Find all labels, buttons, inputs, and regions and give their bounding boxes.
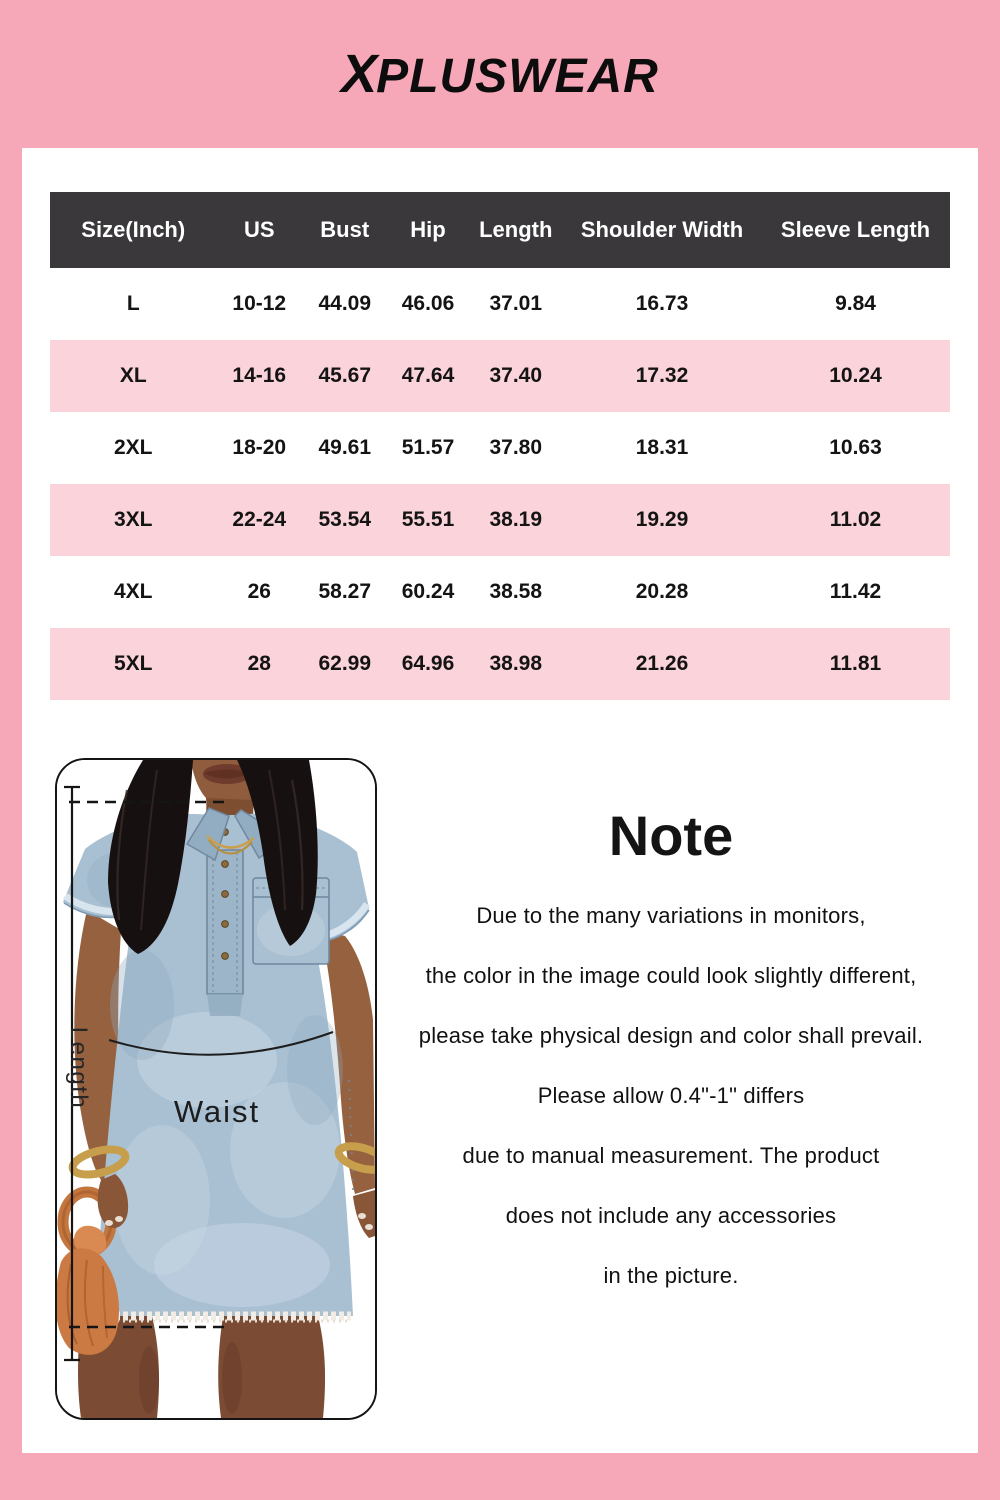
column-header-length: Length	[479, 217, 553, 242]
brand-header	[0, 0, 1000, 148]
cell-bust: 62.99	[318, 652, 372, 675]
table-row-4xl	[50, 556, 950, 628]
note-line: Due to the many variations in monitors,	[476, 903, 866, 928]
size-table	[50, 192, 950, 700]
content-card	[22, 148, 978, 1453]
cell-size: 2XL	[113, 436, 153, 459]
note-line: please take physical design and color shall prevail.	[418, 1023, 924, 1048]
cell-length: 37.01	[489, 292, 543, 315]
table-row-l	[50, 268, 950, 340]
cell-hip: 55.51	[401, 508, 455, 531]
cell-shoulder: 18.31	[635, 436, 689, 459]
cell-hip: 51.57	[401, 436, 455, 459]
cell-length: 38.98	[489, 652, 543, 675]
cell-length: 37.40	[489, 364, 543, 387]
brand-logo-text: PLUSWEAR	[376, 50, 659, 103]
cell-sleeve: 9.84	[835, 292, 876, 315]
note-line: does not include any accessories	[505, 1203, 837, 1228]
model-illustration	[57, 760, 375, 1418]
cell-sleeve: 11.81	[829, 652, 882, 675]
cell-bust: 44.09	[318, 292, 372, 315]
cell-shoulder: 16.73	[635, 292, 689, 315]
cell-shoulder: 20.28	[635, 580, 689, 603]
note-title: Note	[608, 804, 734, 867]
cell-sleeve: 10.63	[829, 436, 882, 459]
cell-bust: 45.67	[318, 364, 372, 387]
column-header-size: Size(Inch)	[81, 217, 186, 242]
cell-shoulder: 19.29	[635, 508, 689, 531]
cell-size: L	[126, 292, 140, 315]
cell-hip: 46.06	[401, 292, 455, 315]
cell-hip: 60.24	[401, 580, 455, 603]
product-measurement-figure	[55, 758, 377, 1420]
cell-size: 3XL	[113, 508, 153, 531]
note-line: the color in the image could look slightly different,	[425, 963, 917, 988]
column-header-us: US	[243, 217, 275, 242]
table-row-3xl	[50, 484, 950, 556]
note-line: Please allow 0.4"-1" differs	[537, 1083, 805, 1108]
table-header-row	[50, 192, 950, 268]
cell-us: 28	[247, 652, 271, 675]
brand-logo-x: X	[341, 44, 379, 104]
cell-us: 14-16	[232, 364, 287, 387]
cell-us: 26	[247, 580, 271, 603]
table-row-xl	[50, 340, 950, 412]
column-header-hip: Hip	[410, 217, 446, 242]
cell-bust: 53.54	[318, 508, 372, 531]
cell-hip: 47.64	[401, 364, 455, 387]
note-line: in the picture.	[603, 1263, 739, 1288]
column-header-sleeve-length: Sleeve Length	[780, 217, 931, 242]
cell-hip: 64.96	[401, 652, 455, 675]
cell-size: 5XL	[113, 652, 153, 675]
brand-logo	[341, 43, 659, 105]
cell-length: 38.58	[489, 580, 543, 603]
waist-label: Waist	[173, 1094, 261, 1129]
column-header-bust: Bust	[320, 217, 370, 242]
table-row-2xl	[50, 412, 950, 484]
table-row-5xl	[50, 628, 950, 700]
cell-sleeve: 10.24	[829, 364, 882, 387]
cell-bust: 49.61	[318, 436, 372, 459]
cell-shoulder: 21.26	[635, 652, 689, 675]
cell-us: 10-12	[232, 292, 287, 315]
cell-size: XL	[119, 364, 147, 387]
cell-length: 37.80	[489, 436, 543, 459]
cell-size: 4XL	[113, 580, 153, 603]
note-section	[373, 803, 969, 1306]
cell-us: 18-20	[232, 436, 287, 459]
cell-shoulder: 17.32	[635, 364, 689, 387]
cell-us: 22-24	[232, 508, 287, 531]
cell-sleeve: 11.42	[829, 580, 882, 603]
length-label: Length	[65, 1026, 92, 1110]
cell-length: 38.19	[489, 508, 543, 531]
column-header-shoulder-width: Shoulder Width	[580, 217, 744, 242]
cell-bust: 58.27	[318, 580, 372, 603]
note-line: due to manual measurement. The product	[462, 1143, 880, 1168]
cell-sleeve: 11.02	[829, 508, 882, 531]
